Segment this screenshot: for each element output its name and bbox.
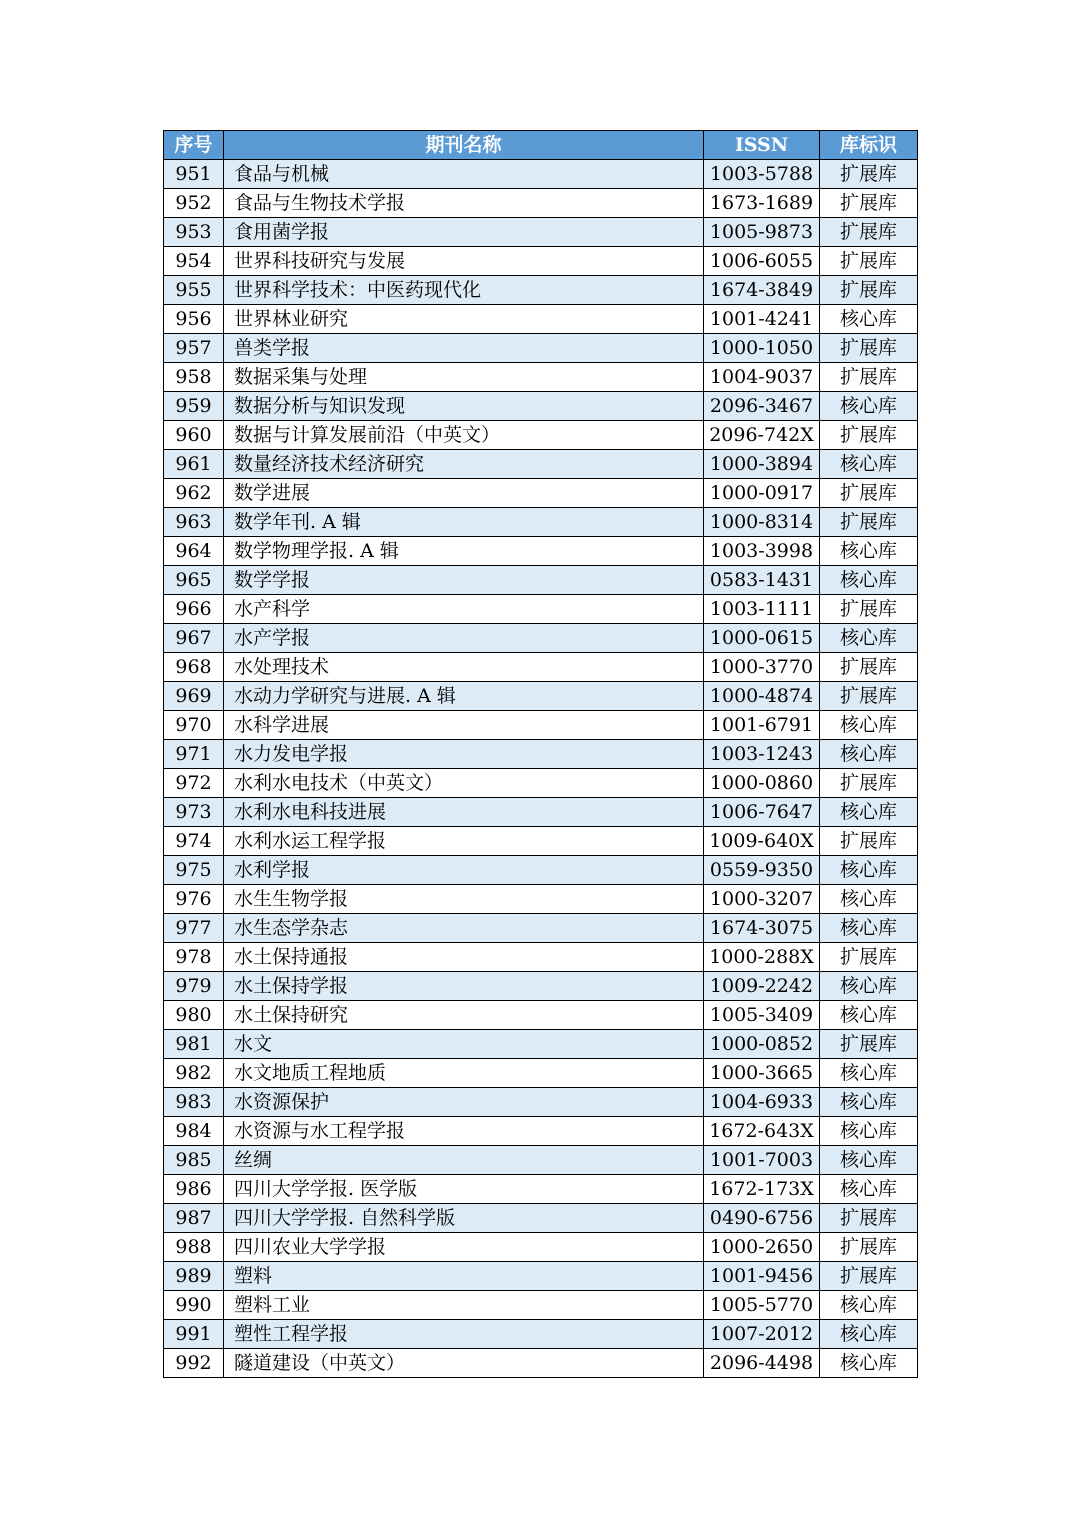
cell-seq: 985 [164,1146,224,1175]
cell-seq: 992 [164,1349,224,1378]
cell-issn: 1003-3998 [704,537,820,566]
cell-seq: 981 [164,1030,224,1059]
cell-issn: 1000-0615 [704,624,820,653]
cell-issn: 0490-6756 [704,1204,820,1233]
table-row [164,1291,918,1320]
cell-issn: 1000-3665 [704,1059,820,1088]
table-row [164,914,918,943]
cell-issn: 1672-173X [704,1175,820,1204]
cell-seq: 974 [164,827,224,856]
table-row [164,1204,918,1233]
cell-issn: 1006-6055 [704,247,820,276]
cell-seq: 961 [164,450,224,479]
cell-journal-name: 水文 [224,1030,704,1059]
table-row [164,1175,918,1204]
cell-library: 扩展库 [820,1233,918,1262]
cell-journal-name: 兽类学报 [224,334,704,363]
cell-journal-name: 水力发电学报 [224,740,704,769]
cell-seq: 978 [164,943,224,972]
cell-library: 核心库 [820,1146,918,1175]
cell-journal-name: 食品与生物技术学报 [224,189,704,218]
cell-journal-name: 水动力学研究与进展. A 辑 [224,682,704,711]
table-row [164,479,918,508]
cell-seq: 977 [164,914,224,943]
cell-issn: 1000-0852 [704,1030,820,1059]
table-row [164,1001,918,1030]
cell-issn: 1004-9037 [704,363,820,392]
cell-journal-name: 四川大学学报. 医学版 [224,1175,704,1204]
cell-seq: 954 [164,247,224,276]
cell-issn: 1001-9456 [704,1262,820,1291]
cell-library: 扩展库 [820,1030,918,1059]
table-row [164,682,918,711]
cell-library: 扩展库 [820,189,918,218]
table-row [164,1262,918,1291]
cell-issn: 2096-742X [704,421,820,450]
cell-issn: 1674-3849 [704,276,820,305]
cell-library: 核心库 [820,798,918,827]
table-row [164,334,918,363]
cell-journal-name: 水生生物学报 [224,885,704,914]
cell-issn: 1000-3894 [704,450,820,479]
cell-journal-name: 水利水运工程学报 [224,827,704,856]
cell-seq: 983 [164,1088,224,1117]
cell-journal-name: 水生态学杂志 [224,914,704,943]
cell-library: 扩展库 [820,363,918,392]
table-row [164,1349,918,1378]
table-row [164,450,918,479]
cell-library: 扩展库 [820,218,918,247]
cell-journal-name: 水资源与水工程学报 [224,1117,704,1146]
table-row [164,885,918,914]
header-library: 库标识 [820,131,918,160]
cell-seq: 955 [164,276,224,305]
table-row [164,827,918,856]
cell-issn: 0583-1431 [704,566,820,595]
cell-seq: 971 [164,740,224,769]
cell-seq: 957 [164,334,224,363]
cell-issn: 2096-4498 [704,1349,820,1378]
cell-journal-name: 世界科技研究与发展 [224,247,704,276]
cell-seq: 965 [164,566,224,595]
cell-library: 核心库 [820,1117,918,1146]
cell-issn: 1007-2012 [704,1320,820,1349]
table-row [164,1233,918,1262]
cell-issn: 1000-8314 [704,508,820,537]
table-row [164,421,918,450]
header-journal-name: 期刊名称 [224,131,704,160]
cell-journal-name: 水利水电科技进展 [224,798,704,827]
cell-issn: 1001-7003 [704,1146,820,1175]
cell-library: 核心库 [820,1059,918,1088]
cell-issn: 1672-643X [704,1117,820,1146]
cell-library: 核心库 [820,305,918,334]
cell-journal-name: 世界科学技术：中医药现代化 [224,276,704,305]
cell-library: 扩展库 [820,943,918,972]
cell-library: 扩展库 [820,247,918,276]
cell-seq: 973 [164,798,224,827]
cell-journal-name: 数学物理学报. A 辑 [224,537,704,566]
cell-library: 扩展库 [820,595,918,624]
cell-library: 核心库 [820,1349,918,1378]
cell-seq: 964 [164,537,224,566]
cell-seq: 982 [164,1059,224,1088]
cell-issn: 1005-9873 [704,218,820,247]
cell-journal-name: 隧道建设（中英文） [224,1349,704,1378]
cell-seq: 966 [164,595,224,624]
table-row [164,1146,918,1175]
cell-seq: 988 [164,1233,224,1262]
cell-journal-name: 数据采集与处理 [224,363,704,392]
cell-issn: 1001-6791 [704,711,820,740]
cell-journal-name: 水产学报 [224,624,704,653]
cell-library: 扩展库 [820,653,918,682]
table-row [164,247,918,276]
cell-journal-name: 塑性工程学报 [224,1320,704,1349]
cell-seq: 972 [164,769,224,798]
header-seq: 序号 [164,131,224,160]
table-row [164,276,918,305]
table-row [164,856,918,885]
table-row [164,653,918,682]
cell-library: 扩展库 [820,421,918,450]
cell-seq: 952 [164,189,224,218]
cell-library: 核心库 [820,392,918,421]
cell-seq: 960 [164,421,224,450]
table-row [164,798,918,827]
cell-issn: 1009-640X [704,827,820,856]
table-row [164,305,918,334]
cell-issn: 1009-2242 [704,972,820,1001]
cell-journal-name: 水土保持研究 [224,1001,704,1030]
cell-library: 核心库 [820,1291,918,1320]
cell-seq: 984 [164,1117,224,1146]
cell-seq: 976 [164,885,224,914]
cell-library: 核心库 [820,566,918,595]
cell-issn: 1000-3207 [704,885,820,914]
cell-journal-name: 水土保持学报 [224,972,704,1001]
cell-journal-name: 数据与计算发展前沿（中英文） [224,421,704,450]
table-row [164,160,918,189]
cell-seq: 990 [164,1291,224,1320]
cell-issn: 1006-7647 [704,798,820,827]
cell-seq: 979 [164,972,224,1001]
cell-library: 核心库 [820,711,918,740]
cell-library: 扩展库 [820,827,918,856]
cell-issn: 1673-1689 [704,189,820,218]
cell-library: 核心库 [820,856,918,885]
cell-seq: 956 [164,305,224,334]
table-row [164,972,918,1001]
cell-seq: 963 [164,508,224,537]
cell-library: 核心库 [820,537,918,566]
cell-library: 核心库 [820,1320,918,1349]
table-row [164,1088,918,1117]
cell-issn: 1000-3770 [704,653,820,682]
cell-journal-name: 数据分析与知识发现 [224,392,704,421]
cell-issn: 1000-0917 [704,479,820,508]
cell-journal-name: 水利学报 [224,856,704,885]
cell-journal-name: 丝绸 [224,1146,704,1175]
cell-issn: 0559-9350 [704,856,820,885]
table-body [164,160,918,1378]
cell-seq: 962 [164,479,224,508]
cell-issn: 1003-5788 [704,160,820,189]
table-header-row [164,131,918,160]
cell-library: 扩展库 [820,1204,918,1233]
cell-journal-name: 世界林业研究 [224,305,704,334]
cell-issn: 1000-1050 [704,334,820,363]
cell-issn: 1000-4874 [704,682,820,711]
cell-seq: 989 [164,1262,224,1291]
cell-journal-name: 数学年刊. A 辑 [224,508,704,537]
table-row [164,1117,918,1146]
header-issn: ISSN [704,131,820,160]
cell-issn: 1001-4241 [704,305,820,334]
cell-library: 核心库 [820,972,918,1001]
table-row [164,363,918,392]
cell-issn: 2096-3467 [704,392,820,421]
cell-issn: 1003-1243 [704,740,820,769]
cell-issn: 1000-2650 [704,1233,820,1262]
table-row [164,537,918,566]
cell-seq: 987 [164,1204,224,1233]
cell-library: 扩展库 [820,508,918,537]
cell-library: 核心库 [820,914,918,943]
cell-journal-name: 水产科学 [224,595,704,624]
cell-seq: 953 [164,218,224,247]
cell-library: 扩展库 [820,334,918,363]
cell-library: 核心库 [820,1088,918,1117]
cell-journal-name: 数学进展 [224,479,704,508]
cell-journal-name: 水科学进展 [224,711,704,740]
cell-journal-name: 水资源保护 [224,1088,704,1117]
table-row [164,1320,918,1349]
table-row [164,1030,918,1059]
table-row [164,189,918,218]
cell-journal-name: 水处理技术 [224,653,704,682]
cell-journal-name: 塑料 [224,1262,704,1291]
cell-issn: 1000-288X [704,943,820,972]
cell-journal-name: 食用菌学报 [224,218,704,247]
cell-seq: 969 [164,682,224,711]
cell-journal-name: 水文地质工程地质 [224,1059,704,1088]
cell-seq: 958 [164,363,224,392]
cell-issn: 1004-6933 [704,1088,820,1117]
cell-journal-name: 数学学报 [224,566,704,595]
cell-seq: 980 [164,1001,224,1030]
cell-seq: 959 [164,392,224,421]
table-row [164,769,918,798]
cell-issn: 1674-3075 [704,914,820,943]
cell-library: 扩展库 [820,160,918,189]
cell-library: 核心库 [820,740,918,769]
cell-seq: 951 [164,160,224,189]
cell-seq: 986 [164,1175,224,1204]
cell-library: 核心库 [820,885,918,914]
cell-seq: 968 [164,653,224,682]
table-row [164,624,918,653]
table-row [164,943,918,972]
cell-library: 扩展库 [820,479,918,508]
cell-issn: 1000-0860 [704,769,820,798]
cell-issn: 1005-3409 [704,1001,820,1030]
cell-seq: 970 [164,711,224,740]
cell-library: 核心库 [820,1175,918,1204]
table-row [164,218,918,247]
cell-journal-name: 水利水电技术（中英文） [224,769,704,798]
table-row [164,508,918,537]
cell-issn: 1003-1111 [704,595,820,624]
table-row [164,1059,918,1088]
cell-library: 核心库 [820,450,918,479]
cell-seq: 991 [164,1320,224,1349]
cell-journal-name: 四川农业大学学报 [224,1233,704,1262]
cell-journal-name: 塑料工业 [224,1291,704,1320]
cell-journal-name: 四川大学学报. 自然科学版 [224,1204,704,1233]
cell-seq: 967 [164,624,224,653]
cell-journal-name: 水土保持通报 [224,943,704,972]
table-row [164,711,918,740]
table-row [164,740,918,769]
journal-table [163,130,918,1378]
cell-library: 核心库 [820,624,918,653]
cell-issn: 1005-5770 [704,1291,820,1320]
cell-library: 扩展库 [820,276,918,305]
cell-library: 扩展库 [820,769,918,798]
table-row [164,392,918,421]
cell-seq: 975 [164,856,224,885]
cell-journal-name: 数量经济技术经济研究 [224,450,704,479]
table-row [164,595,918,624]
cell-library: 核心库 [820,1001,918,1030]
cell-library: 扩展库 [820,1262,918,1291]
table-row [164,566,918,595]
cell-journal-name: 食品与机械 [224,160,704,189]
cell-library: 扩展库 [820,682,918,711]
